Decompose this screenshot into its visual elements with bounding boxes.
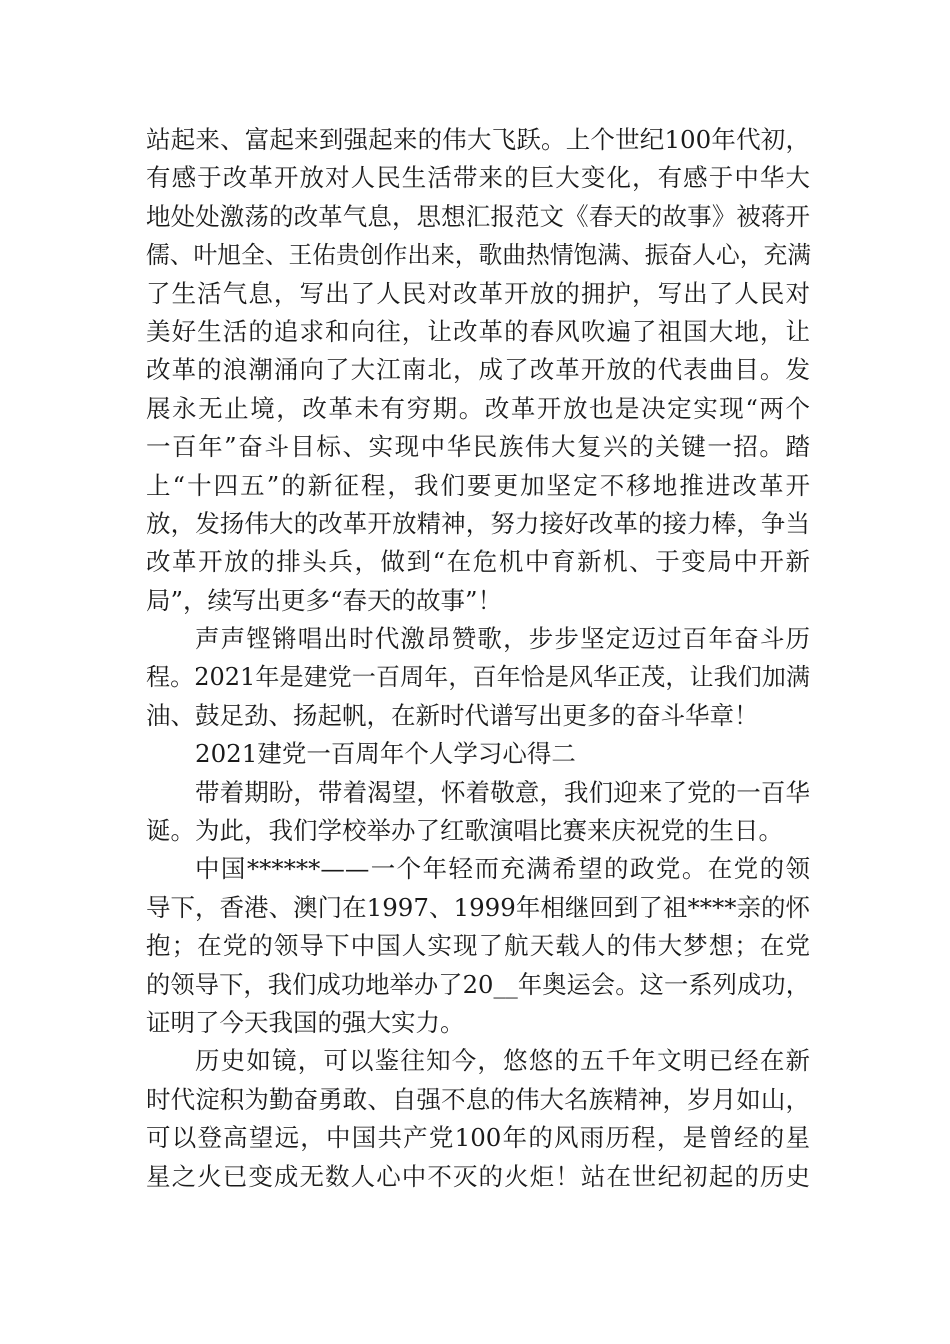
- text-line: 抱；在党的领导下中国人实现了航天载人的伟大梦想；在党: [146, 931, 810, 961]
- paragraph-first-line: 声声铿锵唱出时代激昂赞歌，步步坚定迈过百年奋斗历: [195, 624, 810, 654]
- text-line: 上“十四五”的新征程，我们要更加坚定不移地推进改革开: [146, 470, 810, 500]
- text-line: 油、鼓足劲、扬起帆，在新时代谱写出更多的奋斗华章！: [146, 700, 759, 730]
- text-line: 局”，续写出更多“春天的故事”！: [146, 585, 503, 615]
- text-line: 导下，香港、澳门在1997、1999年相继回到了祖****亲的怀: [146, 892, 810, 922]
- paragraph-first-line: 带着期盼，带着渴望，怀着敬意，我们迎来了党的一百华: [195, 777, 810, 807]
- text-line: 的领导下，我们成功地举办了20__年奥运会。这一系列成功，: [146, 969, 810, 999]
- text-line: 诞。为此，我们学校举办了红歌演唱比赛来庆祝党的生日。: [146, 816, 783, 846]
- text-line: 地处处激荡的改革气息，思想汇报范文《春天的故事》被蒋开: [146, 201, 810, 231]
- paragraph-first-line: 中国******——一个年轻而充满希望的政党。在党的领: [195, 854, 810, 884]
- text-line: 证明了今天我国的强大实力。: [146, 1007, 465, 1037]
- paragraph-first-line: 历史如镜，可以鉴往知今，悠悠的五千年文明已经在新: [195, 1046, 810, 1076]
- text-line: 可以登高望远，中国共产党100年的风雨历程，是曾经的星: [146, 1123, 810, 1153]
- text-line: 儒、叶旭全、王佑贵创作出来，歌曲热情饱满、振奋人心，充满: [146, 241, 812, 270]
- text-line: 一百年”奋斗目标、实现中华民族伟大复兴的关键一招。踏: [146, 432, 810, 462]
- paragraph-first-line: 2021建党一百周年个人学习心得二: [195, 739, 576, 769]
- text-line: 星之火已变成无数人心中不灭的火炬！站在世纪初起的历史: [146, 1161, 810, 1191]
- text-line: 时代淀积为勤奋勇敢、自强不息的伟大名族精神，岁月如山，: [146, 1084, 810, 1114]
- text-line: 美好生活的追求和向往，让改革的春风吹遍了祖国大地，让: [146, 316, 810, 346]
- text-line: 站起来、富起来到强起来的伟大飞跃。上个世纪100年代初，: [146, 125, 810, 154]
- document-body: [146, 121, 810, 1196]
- text-line: 改革开放的排头兵，做到“在危机中育新机、于变局中开新: [146, 547, 810, 577]
- text-line: 改革的浪潮涌向了大江南北，成了改革开放的代表曲目。发: [146, 355, 810, 385]
- text-line: 有感于改革开放对人民生活带来的巨大变化，有感于中华大: [146, 163, 810, 193]
- text-line: 放，发扬伟大的改革开放精神，努力接好改革的接力棒，争当: [146, 508, 810, 538]
- text-line: 程。2021年是建党一百周年，百年恰是风华正茂，让我们加满: [146, 663, 810, 692]
- text-line: 展永无止境，改革未有穷期。改革开放也是决定实现“两个: [146, 393, 810, 423]
- text-line: 了生活气息，写出了人民对改革开放的拥护，写出了人民对: [146, 278, 810, 308]
